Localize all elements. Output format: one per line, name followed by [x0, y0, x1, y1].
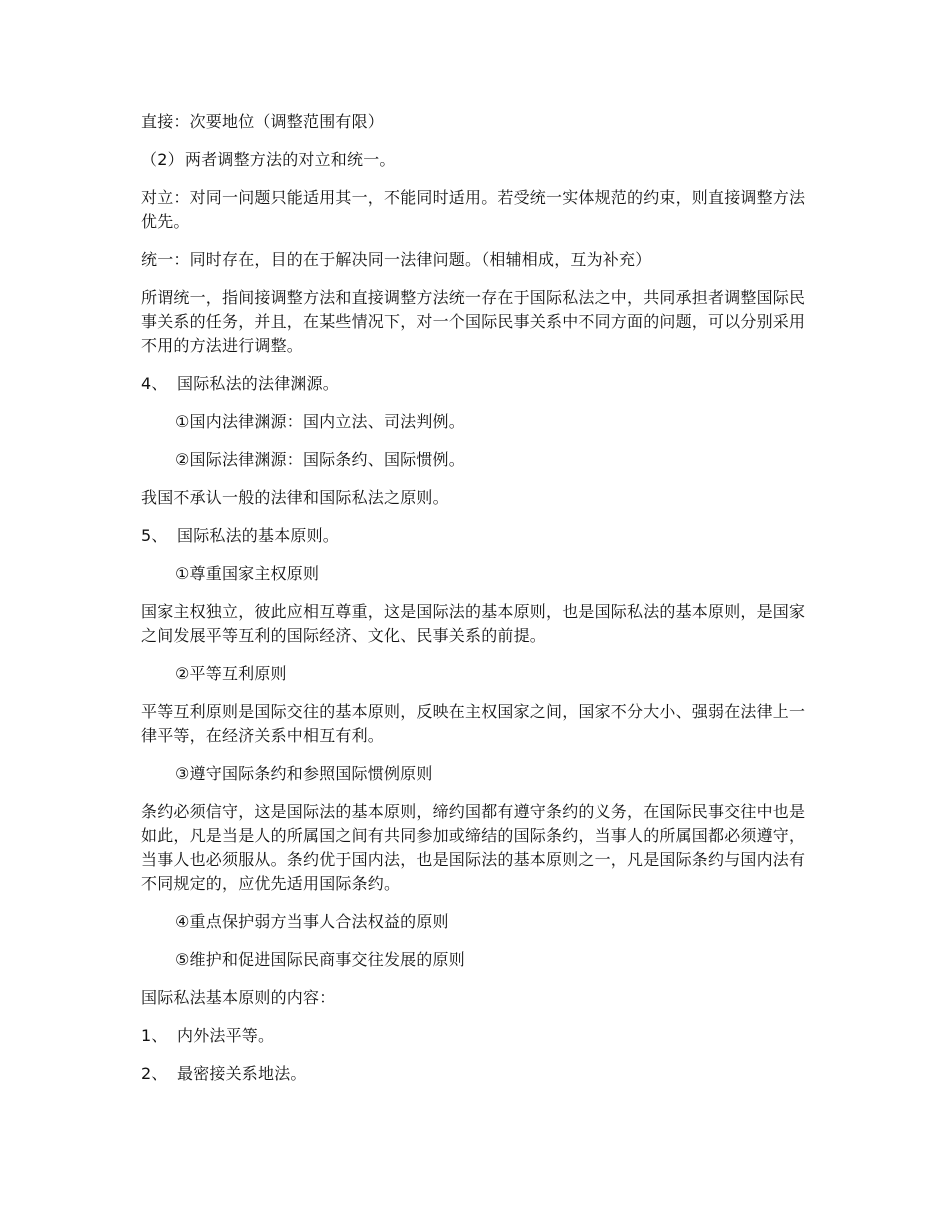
sub-item: ③遵守国际条约和参照国际惯例原则: [175, 764, 433, 783]
list-item: 2、 最密接关系地法。: [141, 1062, 813, 1086]
paragraph: 对立：对同一问题只能适用其一，不能同时适用。若受统一实体规范的约束，则直接调整方法优先。: [141, 188, 806, 231]
paragraph: 条约必须信守，这是国际法的基本原则，缔约国都有遵守条约的义务，在国际民事交往中也是如此，凡是当是人的所属国之间有共同参加或缔结的国际条约，当事人的所属国都必须遵守，当事人也必须服从。条约优于国内法，也是国际法的基本原则之一，凡是国际条约与国内法有不同规定的，应优先适用国际条约。: [141, 802, 806, 893]
document-body: [141, 110, 813, 1100]
sub-item: ①国内法律渊源：国内立法、司法判例。: [175, 412, 465, 431]
paragraph: 平等互利原则是国际交往的基本原则，反映在主权国家之间，国家不分大小、强弱在法律上一律平等，在经济关系中相互有利。: [141, 702, 806, 745]
paragraph: 我国不承认一般的法律和国际私法之原则。: [141, 488, 449, 507]
list-number: （2）: [141, 150, 184, 169]
paragraph: 国际私法基本原则的内容：: [141, 988, 336, 1007]
paragraph: 直接：次要地位（调整范围有限）: [141, 112, 385, 131]
list-item: 5、 国际私法的基本原则。: [141, 524, 813, 548]
list-number: 1、: [141, 1026, 168, 1045]
sub-item: ④重点保护弱方当事人合法权益的原则: [175, 912, 449, 931]
list-number: 5、: [141, 526, 168, 545]
sub-item: ①尊重国家主权原则: [175, 564, 320, 583]
list-item: 1、 内外法平等。: [141, 1024, 813, 1048]
sub-item: ⑤维护和促进国际民商事交往发展的原则: [175, 950, 465, 969]
list-item: 4、 国际私法的法律渊源。: [141, 372, 813, 396]
sub-item: ②国际法律渊源：国际条约、国际惯例。: [175, 450, 465, 469]
paragraph: 国家主权独立，彼此应相互尊重，这是国际法的基本原则，也是国际私法的基本原则，是国家之间发展平等互利的国际经济、文化、民事关系的前提。: [141, 602, 806, 645]
list-number: 2、: [141, 1064, 168, 1083]
paragraph: 统一：同时存在，目的在于解决同一法律问题。（相辅相成，互为补充）: [141, 250, 652, 269]
paragraph: 所谓统一，指间接调整方法和直接调整方法统一存在于国际私法之中，共同承担者调整国际民事关系的任务，并且，在某些情况下，对一个国际民事关系中不同方面的问题，可以分别采用不用的方法进行调整。: [141, 288, 806, 355]
sub-item: ②平等互利原则: [175, 664, 287, 683]
list-number: 4、: [141, 374, 168, 393]
list-item: （2）两者调整方法的对立和统一。: [141, 148, 813, 172]
